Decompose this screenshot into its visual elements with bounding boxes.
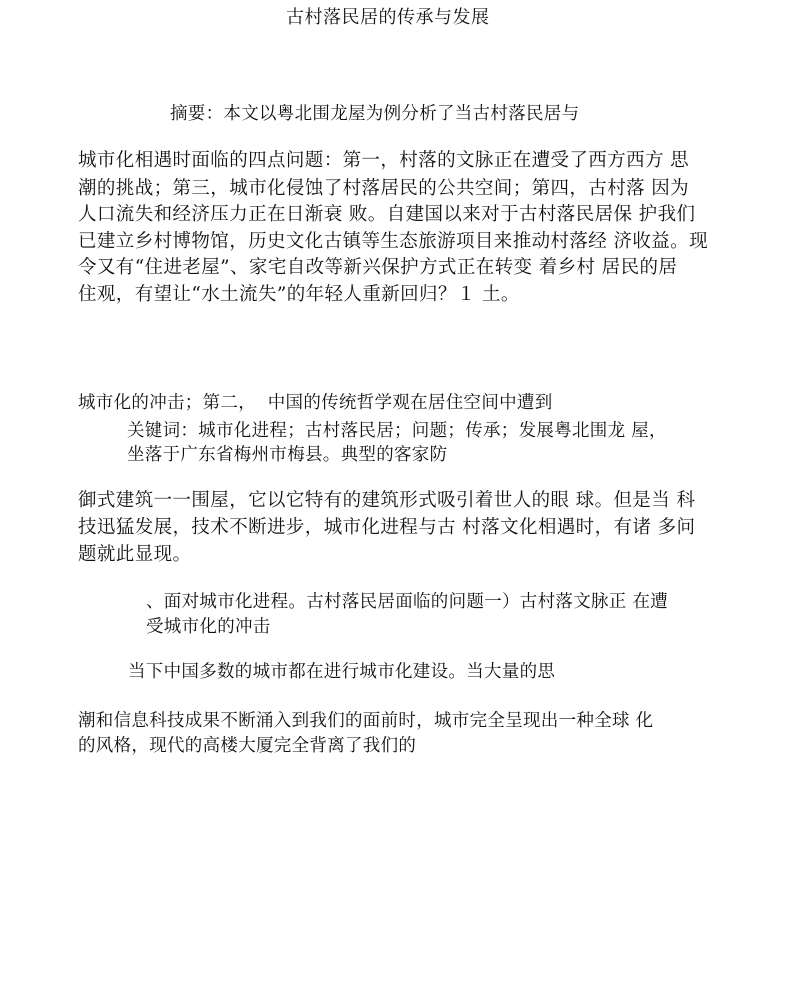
paragraph-2: 城市化的冲击；第二， 中国的传统哲学观在居住空间中遭到 [78, 393, 553, 413]
keywords-line: 关键词：城市化进程；古村落民居；问题；传承；发展粤北围龙 屋， [127, 421, 667, 441]
paragraph-4: 当下中国多数的城市都在进行城市化建设。当大量的思 [128, 662, 556, 682]
paragraph-line: 住观，有望让“水土流失”的年轻人重新回归？１ 土。 [78, 284, 520, 305]
paragraph-line: 已建立乡村博物馆，历史文化古镇等生态旅游项目来推动村落经 济收益。现 [78, 231, 708, 252]
paragraph-line: 潮的挑战；第三，城市化侵蚀了村落居民的公共空间；第四，古村落 因为 [78, 178, 690, 199]
paragraph-line: 城市化相遇时面临的四点问题：第一，村落的文脉正在遭受了西方西方 思 [78, 150, 690, 171]
keywords-line: 坐落于广东省梅州市梅县。典型的客家防 [127, 445, 448, 465]
paragraph-line: 人口流失和经济压力正在日渐衰 败。自建国以来对于古村落民居保 护我们 [78, 204, 696, 225]
paragraph-line: 御式建筑一一围屋，它以它特有的建筑形式吸引着世人的眼 球。但是当 科 [78, 490, 696, 511]
abstract-line: 摘要：本文以粤北围龙屋为例分析了当古村落民居与 [170, 104, 580, 124]
paragraph-line: 的风格，现代的高楼大厦完全背离了我们的 [78, 736, 417, 756]
paragraph-line: 题就此显现。 [78, 544, 192, 565]
paragraph-line: 技迅猛发展，技术不断进步，城市化进程与古 村落文化相遇时，有诸 多问 [78, 517, 696, 538]
document-title: 古村落民居的传承与发展 [286, 7, 490, 28]
section-heading-line: 受城市化的冲击 [146, 617, 271, 637]
section-heading-line: 、面对城市化进程。古村落民居面临的问题一）古村落文脉正 在遭 [146, 592, 669, 612]
paragraph-line: 潮和信息科技成果不断涌入到我们的面前时，城市完全呈现出一种全球 化 [78, 711, 654, 731]
paragraph-line: 令又有“住进老屋”、家宅自改等新兴保护方式正在转变 着乡村 居民的居 [78, 257, 678, 278]
